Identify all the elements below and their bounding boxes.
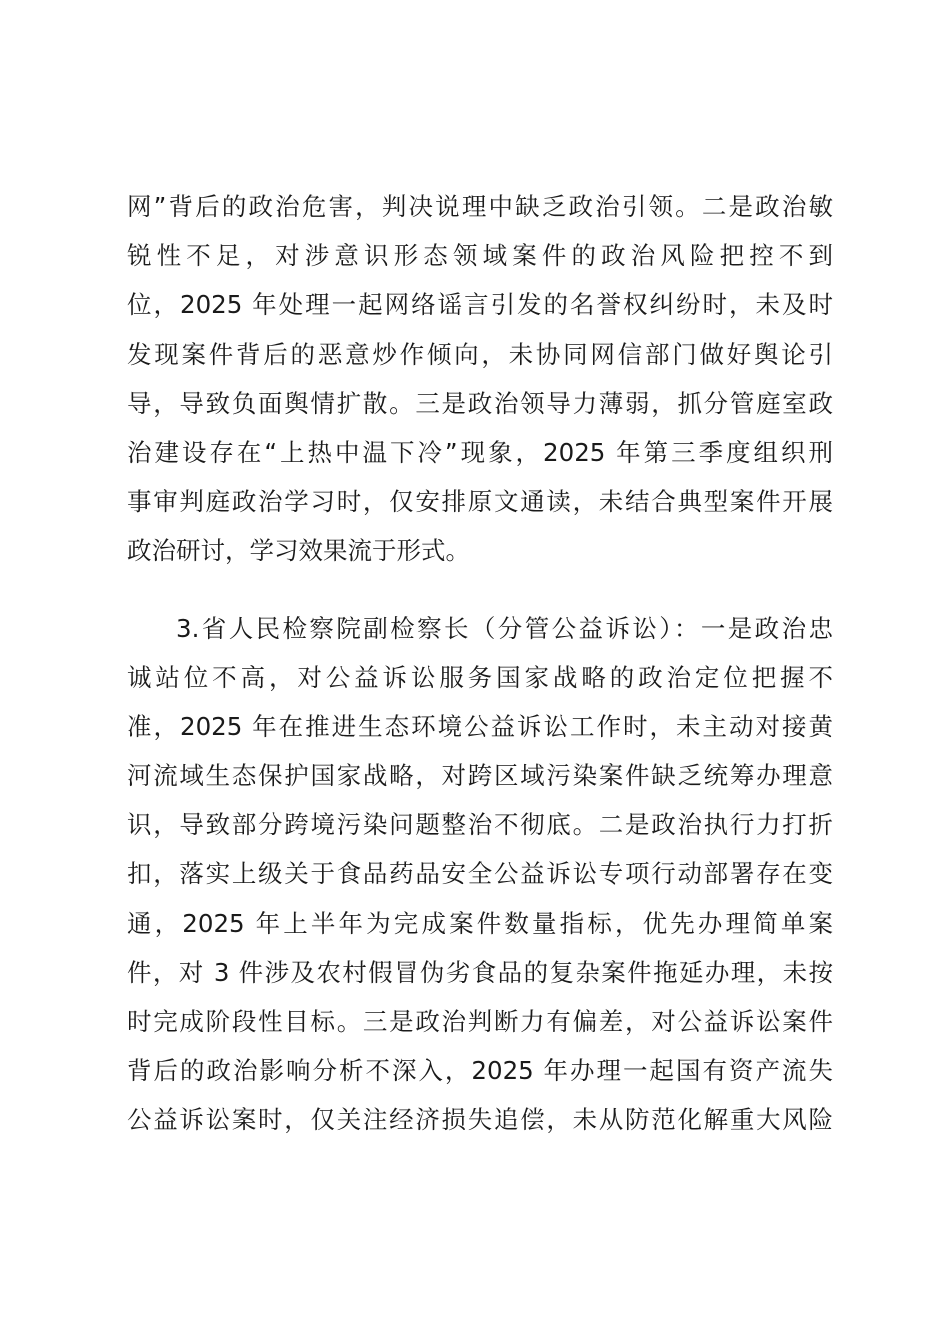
text-line: 通，2025 年上半年为完成案件数量指标，优先办理简单案 [127, 908, 833, 938]
text-line: 治建设存在“上热中温下冷”现象，2025 年第三季度组织刑 [127, 437, 833, 467]
text-line: 3.省人民检察院副检察长（分管公益诉讼）：一是政治忠 [176, 613, 833, 643]
text-line: 政治研讨，学习效果流于形式。 [127, 536, 470, 566]
document-page [127, 182, 833, 1145]
text-line: 发现案件背后的恶意炒作倾向，未协同网信部门做好舆论引 [127, 339, 833, 369]
paragraph-2 [127, 604, 833, 1145]
text-line: 时完成阶段性目标。三是政治判断力有偏差，对公益诉讼案件 [127, 1007, 833, 1036]
text-line: 诚站位不高，对公益诉讼服务国家战略的政治定位把握不 [127, 662, 833, 692]
text-line: 件，对 3 件涉及农村假冒伪劣食品的复杂案件拖延办理，未按 [127, 957, 833, 987]
text-line: 背后的政治影响分析不深入，2025 年办理一起国有资产流失 [127, 1056, 833, 1086]
text-line: 锐性不足，对涉意识形态领域案件的政治风险把控不到 [127, 241, 833, 271]
text-line: 事审判庭政治学习时，仅安排原文通读，未结合典型案件开展 [127, 487, 833, 517]
text-line: 河流域生态保护国家战略，对跨区域污染案件缺乏统筹办理意 [127, 761, 833, 791]
paragraph-1 [127, 182, 833, 576]
text-line: 位，2025 年处理一起网络谣言引发的名誉权纠纷时，未及时 [127, 290, 833, 320]
text-line: 导，导致负面舆情扩散。三是政治领导力薄弱，抓分管庭室政 [127, 388, 833, 418]
text-line: 网”背后的政治危害，判决说理中缺乏政治引领。二是政治敏 [127, 192, 833, 221]
text-line: 公益诉讼案时，仅关注经济损失追偿，未从防范化解重大风险 [127, 1105, 833, 1135]
text-line: 准，2025 年在推进生态环境公益诉讼工作时，未主动对接黄 [127, 711, 833, 741]
text-line: 扣，落实上级关于食品药品安全公益诉讼专项行动部署存在变 [127, 859, 833, 889]
text-line: 识，导致部分跨境污染问题整治不彻底。二是政治执行力打折 [127, 810, 833, 840]
